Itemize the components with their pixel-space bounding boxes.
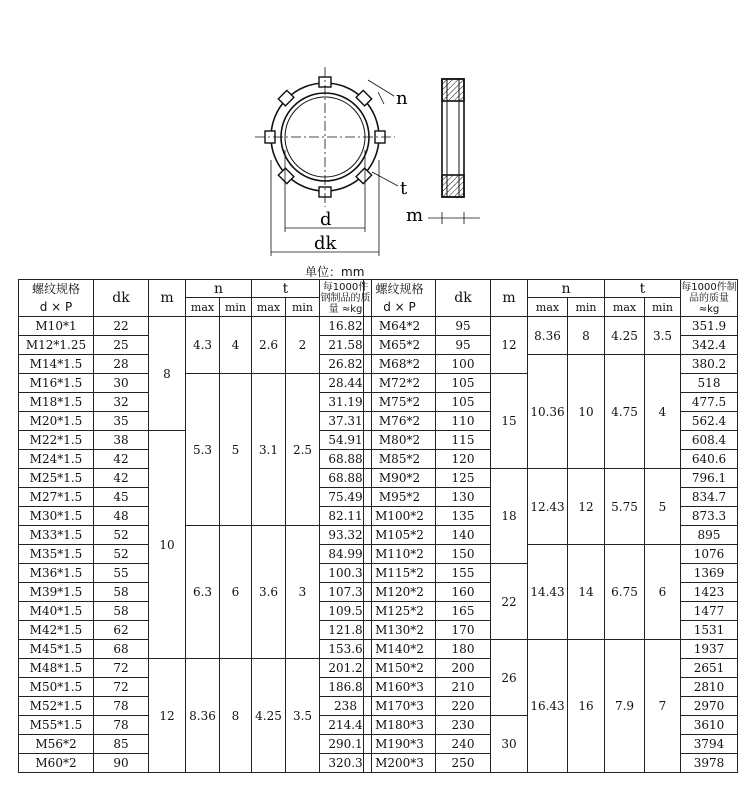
cell-t-max: 6.75 <box>605 545 645 640</box>
cell-dk: 210 <box>436 678 491 697</box>
cell-spec: M36*1.5 <box>19 564 94 583</box>
cell-dk: 240 <box>436 735 491 754</box>
cell-mass: 3610 <box>681 716 738 735</box>
cell-spec: M115*2 <box>364 564 436 583</box>
cell-spec: M30*1.5 <box>19 507 94 526</box>
cell-n-min: 14 <box>568 545 605 640</box>
cell-mass: 75.49 <box>320 488 372 507</box>
cell-dk: 52 <box>94 526 149 545</box>
cell-n-min: 16 <box>568 640 605 773</box>
cell-mass: 93.32 <box>320 526 372 545</box>
cell-spec: M190*3 <box>364 735 436 754</box>
cell-dk: 135 <box>436 507 491 526</box>
cell-spec: M160*3 <box>364 678 436 697</box>
cell-n-max: 10.36 <box>528 355 568 469</box>
cell-mass: 214.4 <box>320 716 372 735</box>
cell-spec: M10*1 <box>19 317 94 336</box>
cell-spec: M39*1.5 <box>19 583 94 602</box>
table-row <box>364 469 738 488</box>
cell-t-max: 4.25 <box>252 659 286 773</box>
cell-mass: 2810 <box>681 678 738 697</box>
table-row <box>364 355 738 374</box>
cell-mass: 54.91 <box>320 431 372 450</box>
cell-spec: M110*2 <box>364 545 436 564</box>
cell-spec: M95*2 <box>364 488 436 507</box>
cell-dk: 78 <box>94 697 149 716</box>
cell-n-min: 6 <box>220 526 252 659</box>
cell-dk: 200 <box>436 659 491 678</box>
cell-spec: M20*1.5 <box>19 412 94 431</box>
cell-spec: M120*2 <box>364 583 436 602</box>
cell-spec: M90*2 <box>364 469 436 488</box>
cell-t-max: 2.6 <box>252 317 286 374</box>
cell-spec: M65*2 <box>364 336 436 355</box>
cell-dk: 58 <box>94 602 149 621</box>
cell-dk: 58 <box>94 583 149 602</box>
cell-spec: M27*1.5 <box>19 488 94 507</box>
label-t: t <box>400 178 408 199</box>
cell-mass: 1477 <box>681 602 738 621</box>
header-spec: 螺纹规格 d × P <box>364 280 436 317</box>
cell-mass: 290.1 <box>320 735 372 754</box>
cell-dk: 150 <box>436 545 491 564</box>
cell-dk: 170 <box>436 621 491 640</box>
cell-dk: 110 <box>436 412 491 431</box>
cell-dk: 22 <box>94 317 149 336</box>
cell-dk: 155 <box>436 564 491 583</box>
cell-spec: M85*2 <box>364 450 436 469</box>
cell-dk: 90 <box>94 754 149 773</box>
cell-spec: M25*1.5 <box>19 469 94 488</box>
cell-n-min: 8 <box>568 317 605 355</box>
cell-mass: 107.3 <box>320 583 372 602</box>
cell-t-max: 3.6 <box>252 526 286 659</box>
cell-n-max: 8.36 <box>528 317 568 355</box>
cell-mass: 68.88 <box>320 450 372 469</box>
header-n-min: min <box>568 298 605 317</box>
cell-mass: 834.7 <box>681 488 738 507</box>
cell-spec: M55*1.5 <box>19 716 94 735</box>
cell-dk: 72 <box>94 659 149 678</box>
table-row <box>19 526 372 545</box>
cell-mass: 342.4 <box>681 336 738 355</box>
table-row <box>19 659 372 678</box>
cell-mass: 518 <box>681 374 738 393</box>
header-t-min: min <box>645 298 681 317</box>
cell-mass: 201.2 <box>320 659 372 678</box>
header-n-min: min <box>220 298 252 317</box>
cell-mass: 608.4 <box>681 431 738 450</box>
cell-mass: 84.99 <box>320 545 372 564</box>
cell-spec: M130*2 <box>364 621 436 640</box>
table-row <box>364 545 738 564</box>
cell-spec: M72*2 <box>364 374 436 393</box>
cell-spec: M18*1.5 <box>19 393 94 412</box>
cell-m: 18 <box>491 469 528 564</box>
cell-mass: 2970 <box>681 697 738 716</box>
header-m: m <box>491 280 528 317</box>
cell-spec: M75*2 <box>364 393 436 412</box>
label-d: d <box>320 209 332 230</box>
unit-label: 单位：mm <box>305 265 365 279</box>
cell-dk: 105 <box>436 393 491 412</box>
cell-spec: M80*2 <box>364 431 436 450</box>
cell-spec: M16*1.5 <box>19 374 94 393</box>
cell-dk: 250 <box>436 754 491 773</box>
cell-dk: 72 <box>94 678 149 697</box>
header-t: t <box>605 280 681 298</box>
cell-spec: M24*1.5 <box>19 450 94 469</box>
table-row <box>19 317 372 336</box>
cell-spec: M45*1.5 <box>19 640 94 659</box>
cell-t-min: 2 <box>286 317 320 374</box>
cell-spec: M140*2 <box>364 640 436 659</box>
cell-n-max: 16.43 <box>528 640 568 773</box>
cell-spec: M60*2 <box>19 754 94 773</box>
cell-mass: 109.5 <box>320 602 372 621</box>
cell-n-min: 12 <box>568 469 605 545</box>
cell-mass: 320.3 <box>320 754 372 773</box>
cell-spec: M50*1.5 <box>19 678 94 697</box>
cell-mass: 153.6 <box>320 640 372 659</box>
header-mass: 每1000件制品的质量 ≈kg <box>681 281 737 315</box>
header-dk: dk <box>94 280 149 317</box>
cell-n-max: 6.3 <box>186 526 220 659</box>
cell-dk: 230 <box>436 716 491 735</box>
cell-m: 8 <box>149 317 186 431</box>
cell-m: 12 <box>149 659 186 773</box>
cell-dk: 160 <box>436 583 491 602</box>
cell-dk: 38 <box>94 431 149 450</box>
nut-technical-drawing <box>0 0 750 270</box>
cell-mass: 1531 <box>681 621 738 640</box>
cell-t-min: 3.5 <box>645 317 681 355</box>
cell-spec: M52*1.5 <box>19 697 94 716</box>
cell-dk: 32 <box>94 393 149 412</box>
cell-mass: 2651 <box>681 659 738 678</box>
cell-spec: M125*2 <box>364 602 436 621</box>
cell-dk: 42 <box>94 469 149 488</box>
cell-t-min: 3 <box>286 526 320 659</box>
cell-dk: 52 <box>94 545 149 564</box>
cell-dk: 130 <box>436 488 491 507</box>
cell-dk: 125 <box>436 469 491 488</box>
cell-dk: 55 <box>94 564 149 583</box>
spec-table-left <box>18 279 372 773</box>
header-mass: 每1000件钢制品的质量 ≈kg <box>320 281 371 315</box>
cell-dk: 140 <box>436 526 491 545</box>
cell-spec: M64*2 <box>364 317 436 336</box>
cell-spec: M40*1.5 <box>19 602 94 621</box>
cell-mass: 37.31 <box>320 412 372 431</box>
cell-mass: 16.82 <box>320 317 372 336</box>
cell-spec: M42*1.5 <box>19 621 94 640</box>
cell-t-min: 6 <box>645 545 681 640</box>
cell-mass: 100.3 <box>320 564 372 583</box>
cell-mass: 1937 <box>681 640 738 659</box>
cell-mass: 873.3 <box>681 507 738 526</box>
cell-spec: M35*1.5 <box>19 545 94 564</box>
cell-spec: M150*2 <box>364 659 436 678</box>
cell-spec: M48*1.5 <box>19 659 94 678</box>
cell-mass: 477.5 <box>681 393 738 412</box>
cell-spec: M22*1.5 <box>19 431 94 450</box>
cell-m: 15 <box>491 374 528 469</box>
cell-m: 22 <box>491 564 528 640</box>
cell-t-min: 3.5 <box>286 659 320 773</box>
cell-dk: 68 <box>94 640 149 659</box>
cell-dk: 28 <box>94 355 149 374</box>
header-n-max: max <box>186 298 220 317</box>
cell-dk: 220 <box>436 697 491 716</box>
header-t-min: min <box>286 298 320 317</box>
header-m: m <box>149 280 186 317</box>
cell-spec: M56*2 <box>19 735 94 754</box>
cell-mass: 21.58 <box>320 336 372 355</box>
cell-dk: 35 <box>94 412 149 431</box>
table-row <box>364 317 738 336</box>
cell-t-max: 7.9 <box>605 640 645 773</box>
header-t: t <box>252 280 320 298</box>
cell-t-min: 7 <box>645 640 681 773</box>
cell-mass: 3794 <box>681 735 738 754</box>
cell-t-min: 2.5 <box>286 374 320 526</box>
cell-spec: M14*1.5 <box>19 355 94 374</box>
cell-n-max: 8.36 <box>186 659 220 773</box>
cell-dk: 85 <box>94 735 149 754</box>
cell-mass: 82.11 <box>320 507 372 526</box>
cell-mass: 562.4 <box>681 412 738 431</box>
cell-spec: M200*3 <box>364 754 436 773</box>
cell-mass: 121.8 <box>320 621 372 640</box>
cell-mass: 351.9 <box>681 317 738 336</box>
spec-table-right <box>363 279 738 773</box>
cell-mass: 380.2 <box>681 355 738 374</box>
cell-spec: M12*1.25 <box>19 336 94 355</box>
cell-dk: 95 <box>436 336 491 355</box>
cell-spec: M100*2 <box>364 507 436 526</box>
cell-mass: 796.1 <box>681 469 738 488</box>
cell-dk: 48 <box>94 507 149 526</box>
cell-t-max: 5.75 <box>605 469 645 545</box>
cell-n-min: 4 <box>220 317 252 374</box>
cell-mass: 640.6 <box>681 450 738 469</box>
cell-t-max: 3.1 <box>252 374 286 526</box>
cell-m: 30 <box>491 716 528 773</box>
cell-dk: 115 <box>436 431 491 450</box>
cell-mass: 895 <box>681 526 738 545</box>
cell-mass: 1369 <box>681 564 738 583</box>
cell-dk: 120 <box>436 450 491 469</box>
cell-dk: 45 <box>94 488 149 507</box>
cell-n-max: 4.3 <box>186 317 220 374</box>
cell-mass: 238 <box>320 697 372 716</box>
cell-mass: 3978 <box>681 754 738 773</box>
cell-dk: 78 <box>94 716 149 735</box>
cell-dk: 25 <box>94 336 149 355</box>
side-view <box>428 79 480 224</box>
cell-dk: 62 <box>94 621 149 640</box>
header-n-max: max <box>528 298 568 317</box>
cell-n-max: 14.43 <box>528 545 568 640</box>
cell-n-min: 8 <box>220 659 252 773</box>
cell-mass: 28.44 <box>320 374 372 393</box>
cell-dk: 30 <box>94 374 149 393</box>
header-dk: dk <box>436 280 491 317</box>
cell-dk: 42 <box>94 450 149 469</box>
header-t-max: max <box>252 298 286 317</box>
header-n: n <box>528 280 605 298</box>
cell-dk: 180 <box>436 640 491 659</box>
table-row <box>19 374 372 393</box>
cell-dk: 105 <box>436 374 491 393</box>
cell-n-max: 5.3 <box>186 374 220 526</box>
cell-mass: 1423 <box>681 583 738 602</box>
header-spec: 螺纹规格 d × P <box>19 280 94 317</box>
cell-n-min: 10 <box>568 355 605 469</box>
table-row <box>364 640 738 659</box>
cell-spec: M68*2 <box>364 355 436 374</box>
cell-mass: 1076 <box>681 545 738 564</box>
header-n: n <box>186 280 252 298</box>
cell-n-max: 12.43 <box>528 469 568 545</box>
cell-t-max: 4.25 <box>605 317 645 355</box>
cell-spec: M180*3 <box>364 716 436 735</box>
cell-mass: 26.82 <box>320 355 372 374</box>
cell-spec: M33*1.5 <box>19 526 94 545</box>
cell-m: 12 <box>491 317 528 374</box>
cell-m: 26 <box>491 640 528 716</box>
cell-mass: 68.88 <box>320 469 372 488</box>
cell-t-min: 4 <box>645 355 681 469</box>
cell-dk: 165 <box>436 602 491 621</box>
header-t-max: max <box>605 298 645 317</box>
label-n: n <box>396 88 408 109</box>
cell-dk: 100 <box>436 355 491 374</box>
cell-t-max: 4.75 <box>605 355 645 469</box>
cell-spec: M76*2 <box>364 412 436 431</box>
cell-spec: M105*2 <box>364 526 436 545</box>
label-dk: dk <box>314 233 337 254</box>
cell-dk: 95 <box>436 317 491 336</box>
cell-t-min: 5 <box>645 469 681 545</box>
cell-mass: 31.19 <box>320 393 372 412</box>
label-m: m <box>406 205 424 226</box>
cell-spec: M170*3 <box>364 697 436 716</box>
cell-m: 10 <box>149 431 186 659</box>
cell-mass: 186.8 <box>320 678 372 697</box>
cell-n-min: 5 <box>220 374 252 526</box>
